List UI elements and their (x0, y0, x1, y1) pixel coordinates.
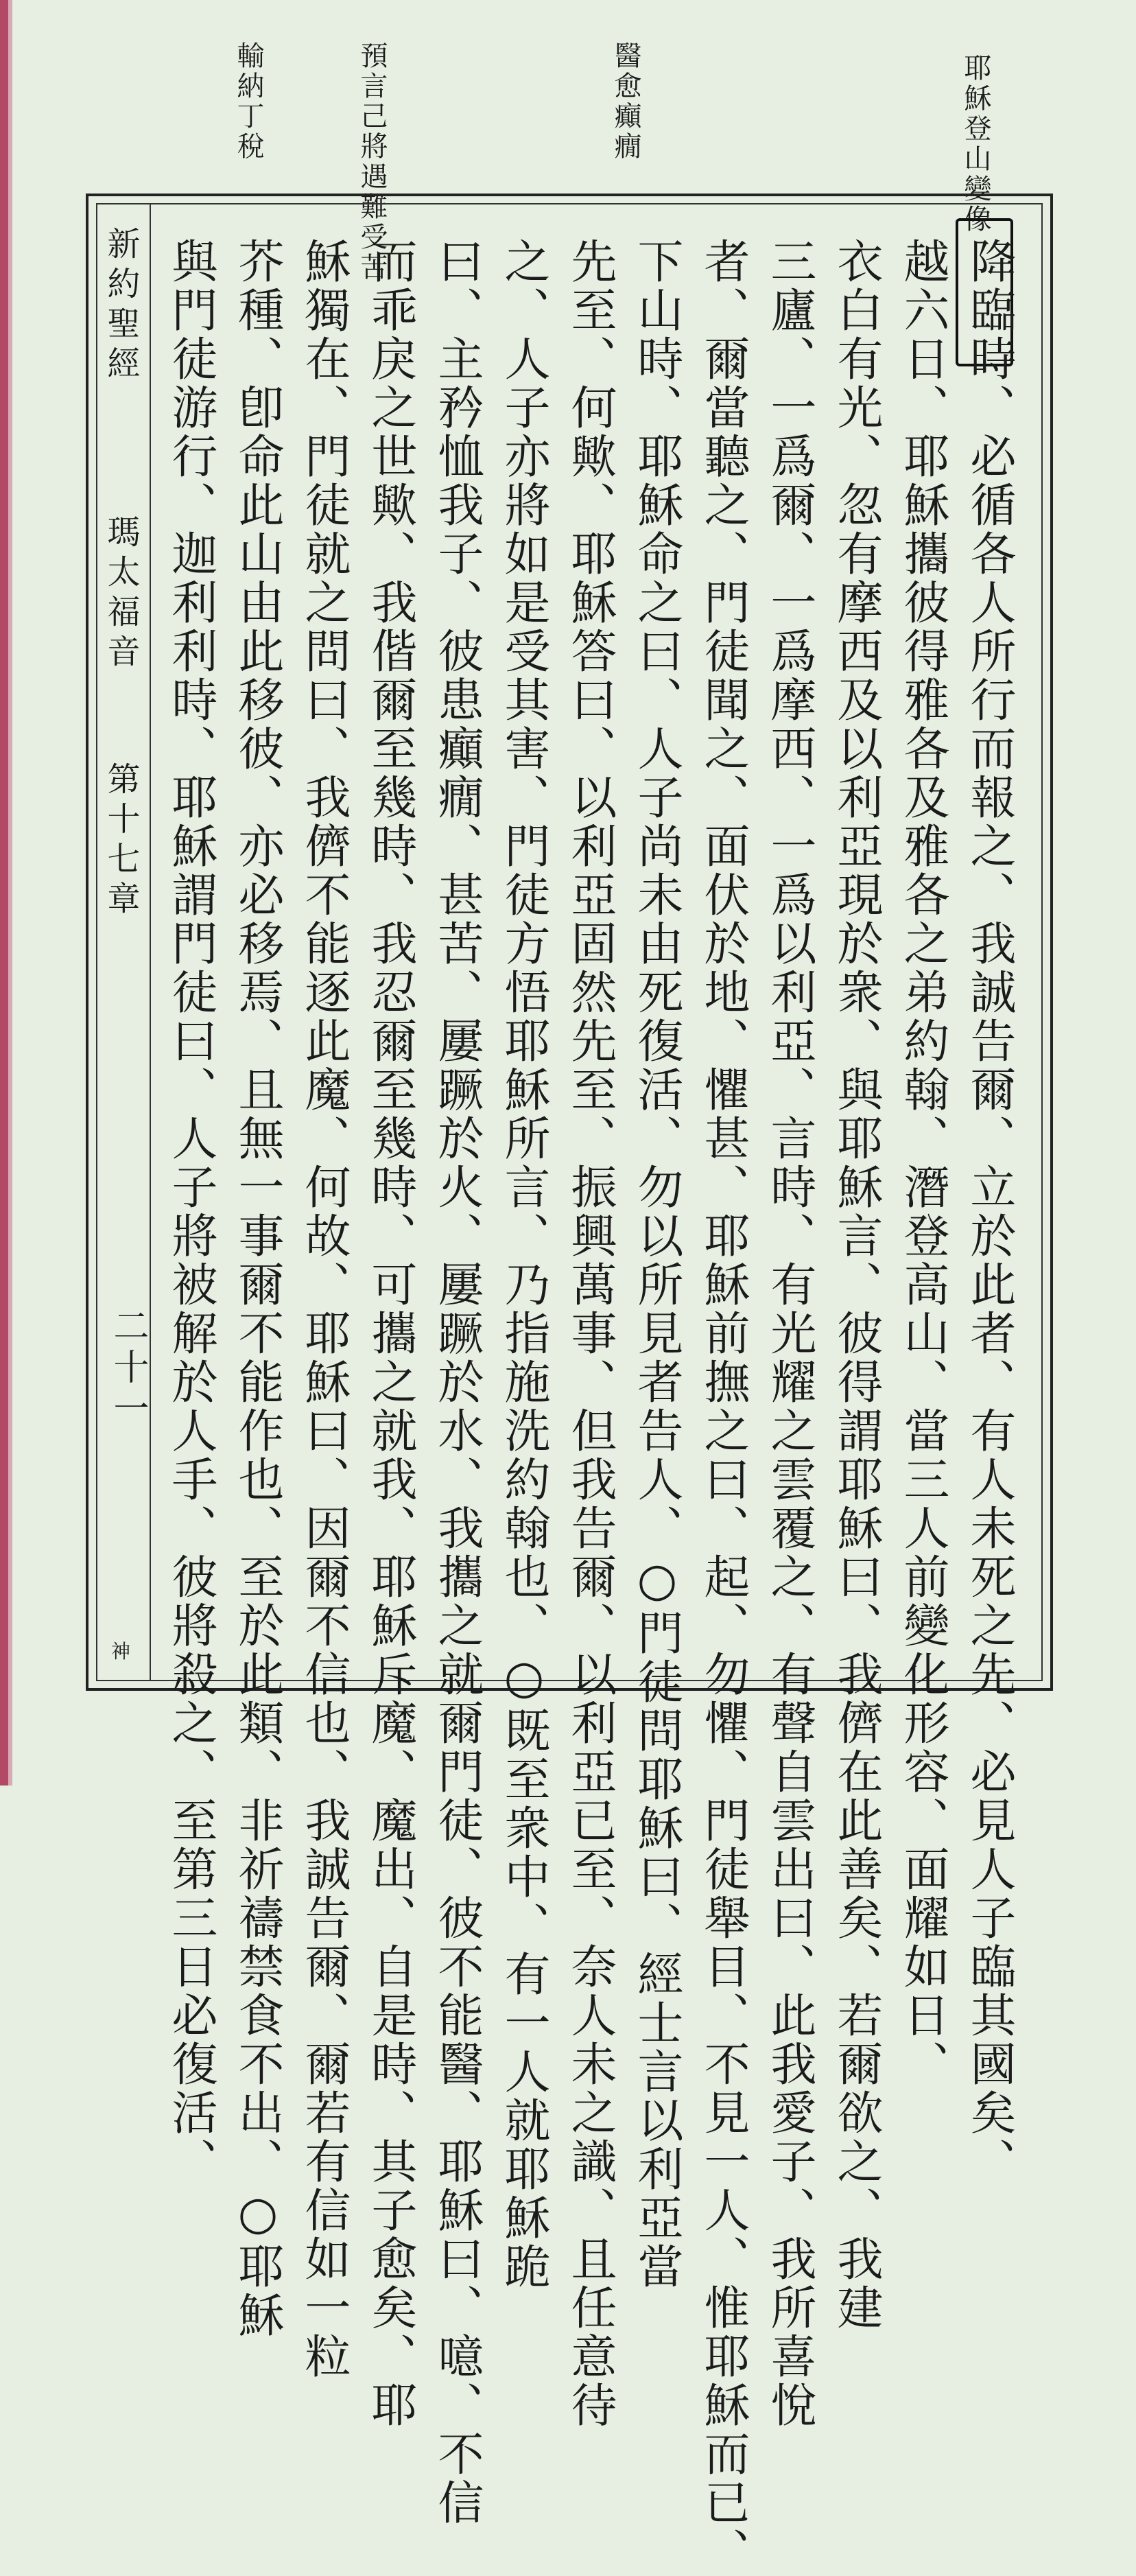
margin-note-tax: 輸納丁稅 (233, 41, 264, 162)
text-column: 先至、何歟、耶穌答曰、以利亞固然先至、振興萬事、但我告爾、以利亞已至、奈人未之識、且任意待 (564, 237, 617, 2430)
text-column: 而乖戾之世歟、我偕爾至幾時、我忍爾至幾時、可攜之就我、耶穌斥魔、魔出、自是時、其子愈矣、耶 (364, 237, 418, 2430)
text-column: 與門徒游行、迦利利時、耶穌謂門徒曰、人子將被解於人手、彼將殺之、至第三日必復活、 (165, 237, 218, 2186)
margin-note-transfiguration: 耶穌登山變像 (960, 54, 991, 235)
text-column: 降臨時、必循各人所行而報之、我誠告爾、立於此者、有人未死之先、必見人子臨其國矣、 (963, 237, 1017, 2186)
page-edge (0, 0, 8, 1785)
text-column: 穌獨在、門徒就之問曰、我儕不能逐此魔、何故、耶穌曰、因爾不信也、我誠告爾、爾若有信如一粒 (298, 237, 351, 2381)
running-header (102, 226, 148, 1667)
text-column: 三廬、一爲爾、一爲摩西、一爲以利亞、言時、有光耀之雲覆之、有聲自雲出曰、此我愛子、我所喜悅 (764, 237, 817, 2430)
text-column: 曰、主矜恤我子、彼患癲癇、甚苦、屢蹶於火、屢蹶於水、我攜之就爾門徒、彼不能醫、耶穌曰、噫、不信 (431, 237, 484, 2527)
text-column: 衣白有光、忽有摩西及以利亞現於衆、與耶穌言、彼得謂耶穌曰、我儕在此善矣、若爾欲之、我建 (830, 237, 884, 2332)
text-column: 芥種、卽命此山由此移彼、亦必移焉、且無一事爾不能作也、至於此類、非祈禱禁食不出、○耶穌 (231, 237, 285, 2340)
page-edge-shadow (8, 0, 12, 1785)
text-column: 越六日、耶穌攜彼得雅各及雅各之弟約翰、潛登高山、當三人前變化形容、面耀如日、 (897, 237, 950, 2089)
header-divider (150, 203, 151, 1681)
header-chapter: 第十七章 (102, 762, 140, 921)
printer-mark: 神 (111, 1640, 131, 1663)
text-column: 之、人子亦將如是受其害、門徒方悟耶穌所言、乃指施洗約翰也、○既至衆中、有一人就耶穌跪 (497, 237, 551, 2291)
header-book: 瑪太福音 (102, 515, 140, 674)
header-title: 新約聖經 (102, 226, 140, 386)
page-number: 二十一 (107, 1307, 148, 1431)
text-column: 者、爾當聽之、門徒聞之、面伏於地、懼甚、耶穌前撫之曰、起、勿懼、門徒舉目、不見一人、惟耶穌而已、 (697, 237, 750, 2576)
text-column: 下山時、耶穌命之曰、人子尚未由死復活、勿以所見者告人、○門徒問耶穌曰、經士言以利亞當 (630, 237, 684, 2291)
margin-note-healing: 醫愈癲癇 (610, 41, 641, 162)
margin-note-prediction: 預言己將遇難受苦 (356, 41, 388, 283)
